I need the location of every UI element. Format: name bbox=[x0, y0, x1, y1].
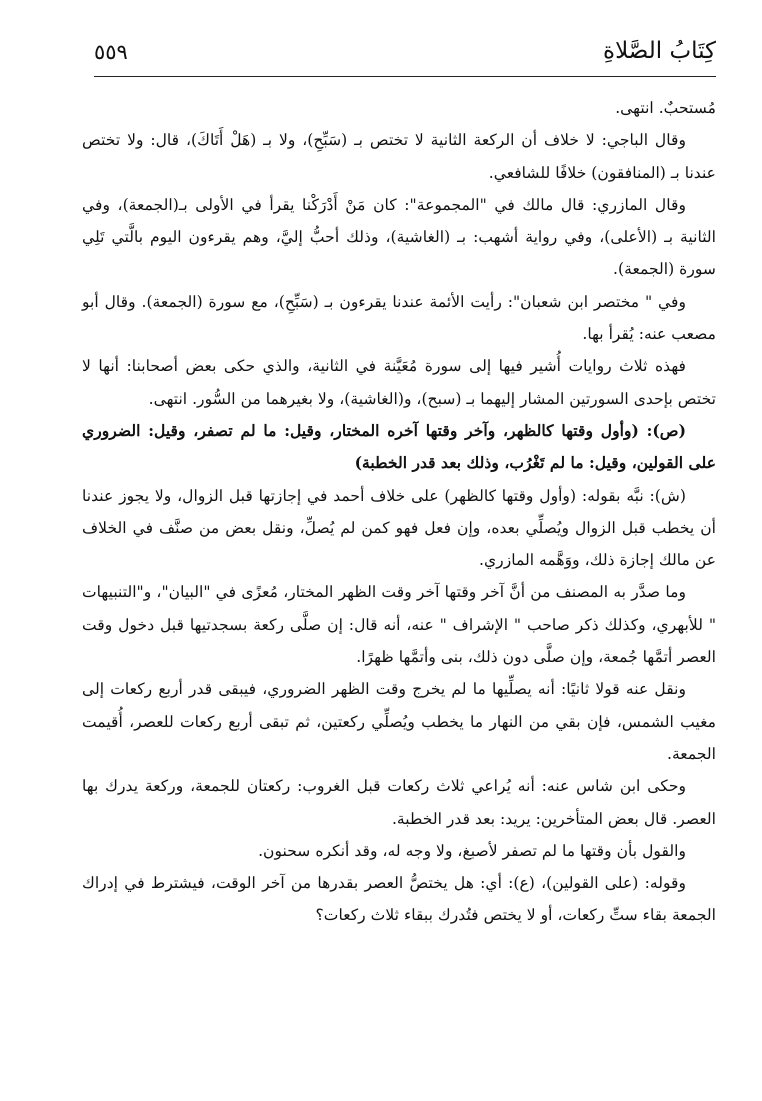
paragraph-1: مُستحبٌ. انتهى. bbox=[615, 99, 716, 117]
matn-text-paragraph: (ص): (وأول وقتها كالظهر، وآخر وقتها آخره المختار، وقيل: ما لم تصفر، وقيل: الضروري على القولين، وقيل: ما لم تَغْرُب، وذلك بعد قدر الخطبة) bbox=[82, 420, 716, 473]
running-header bbox=[94, 34, 716, 74]
paragraph-4: وفي " مختصر ابن شعبان": رأيت الأئمة عندنا يقرءون بـ (سَبِّحِ)، مع سورة (الجمعة). وقال أبو مصعب عنه: يُقرأ بها. bbox=[82, 292, 716, 344]
paragraph-2: وقال الباجي: لا خلاف أن الركعة الثانية لا تختص بـ (سَبِّحِ)، ولا بـ (هَلْ أَتَاكَ)، قال: ولا تختص عندنا بـ (المنافقون) خلافًا للشافعي. bbox=[82, 131, 716, 182]
book-title: كِتَابُ الصَّلاةِ bbox=[603, 38, 716, 64]
page-number: ٥٥٩ bbox=[94, 40, 128, 64]
paragraph-8: وما صدَّر به المصنف من أنَّ آخر وقتها آخر وقت الظهر المختار، مُعزًى في "البيان"، و"التنبيهات " للأبهري، وكذلك ذكر صاحب " الإشراف " عنه، أنه قال: إن صلَّى ركعة بسجدتيها قبل دخول وقت العصر أتمَّها جُمعة، وإن صلَّى دون ذلك، بنى وأتمَّها ظهرًا. bbox=[82, 583, 716, 667]
paragraph-5: فهذه ثلاث روايات أُشير فيها إلى سورة مُعَيَّنة في الثانية، والذي حكى بعض أصحابنا: أنها لا تختص بإحدى السورتين المشار إليهما بـ (سبح)، و(الغاشية)، ولا بغيرهما من السُّور. انتهى. bbox=[82, 357, 716, 408]
paragraph-3: وقال المازري: قال مالك في "المجموعة": كان مَنْ أَدْرَكْنا يقرأ في الأولى بـ(الجمعة)، وفي الثانية بـ (الأعلى)، وفي رواية أشهب: بـ (الغاشية)، وذلك أحبُّ إليَّ، وهم يقرءون اليوم بالَّتي تَلِي سورة (الجمعة). bbox=[82, 195, 716, 279]
paragraph-10: وحكى ابن شاس عنه: أنه يُراعي ثلاث ركعات قبل الغروب: ركعتان للجمعة، وركعة يدرك بها العصر. قال بعض المتأخرين: يريد: بعد قدر الخطبة. bbox=[82, 777, 716, 828]
paragraph-7: (ش): نبَّه بقوله: (وأول وقتها كالظهر) على خلاف أحمد في إجازتها قبل الزوال، ولا يجوز عندنا أن يخطب قبل الزوال ويُصلِّي بعده، وإن فعل فهو كمن لم يُصلِّ، ونقل بعض من صنَّف في الخلاف عن مالك إجازة ذلك، ووَهَّمه المازري. bbox=[82, 486, 716, 570]
paragraph-12: وقوله: (على القولين)، (ع): أي: هل يختصُّ العصر بقدرها من آخر الوقت، فيشترط في إدراك الجمعة بقاء ستِّ ركعات، أو لا يختص فتُدرك ببقاء ثلاث ركعات؟ bbox=[82, 874, 716, 925]
page-body bbox=[82, 92, 716, 932]
header-divider bbox=[94, 76, 716, 77]
paragraph-11: والقول بأن وقتها ما لم تصفر لأصبغ، ولا وجه له، وقد أنكره سحنون. bbox=[258, 841, 686, 860]
paragraph-9: ونقل عنه قولا ثانيًا: أنه يصلِّيها ما لم يخرج وقت الظهر الضروري، فيبقى قدر أربع ركعات إلى مغيب الشمس، فإن بقي من النهار ما يخطب ويُصلِّي ركعتين، ثم تبقى أربع ركعات للعصر، أُقيمت الجمعة. bbox=[82, 680, 716, 763]
